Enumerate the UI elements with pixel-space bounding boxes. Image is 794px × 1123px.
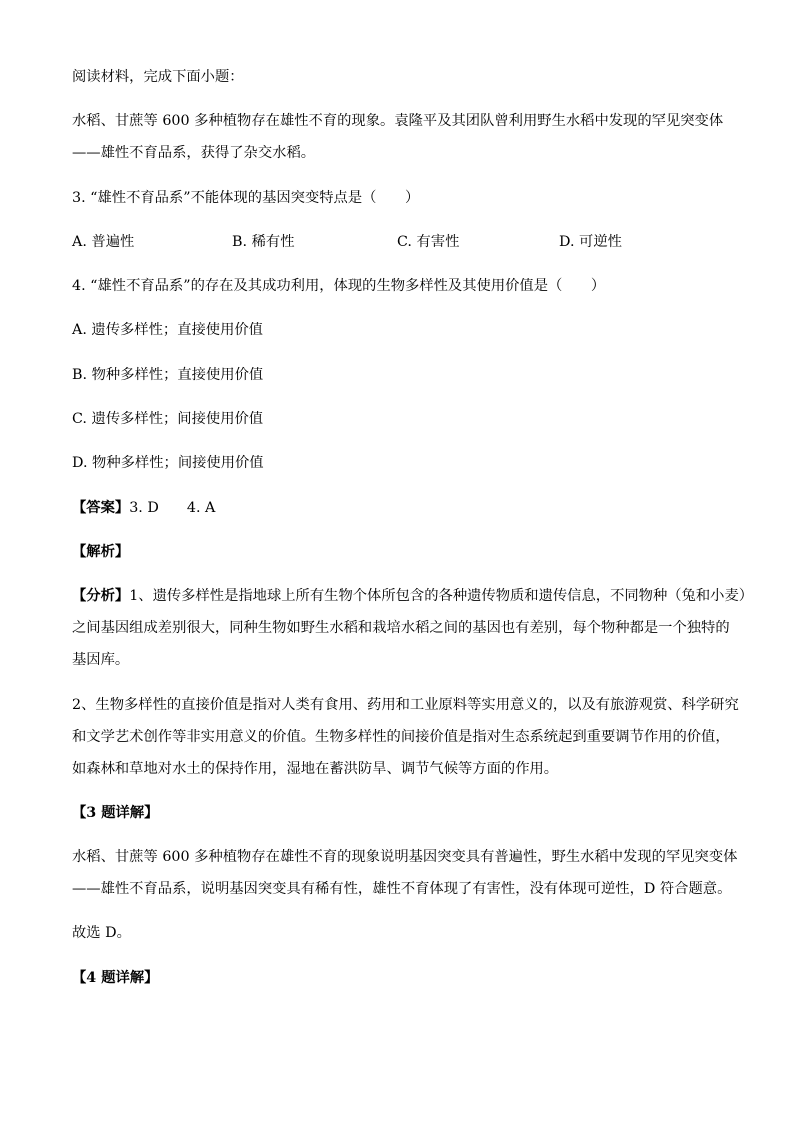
answer-4: 4. A — [186, 499, 216, 516]
question-3-options — [72, 231, 722, 253]
answer-label: 【答案】 — [72, 499, 130, 516]
answer-3: 3. D — [129, 499, 159, 516]
detail-4-heading: 【4 题详解】 — [72, 969, 159, 986]
analysis-paragraph-1 — [72, 585, 754, 671]
q4-option-b: B. 物种多样性；直接使用价值 — [72, 366, 264, 383]
material-line: ——雄性不育品系，获得了杂交水稻。 — [72, 145, 316, 162]
q3-option-a: A. 普遍性 — [72, 233, 135, 250]
document-page — [72, 66, 754, 1011]
reading-material — [72, 110, 722, 164]
analysis-line: 如森林和草地对水土的保持作用，湿地在蓄洪防旱、调节气候等方面的作用。 — [72, 760, 559, 777]
q3-option-c: C. 有害性 — [397, 233, 460, 250]
analysis-line: 之间基因组成差别很大，同种生物如野生水稻和栽培水稻之间的基因也有差别，每个物种都是一个独特的 — [72, 620, 730, 637]
question-3-stem: 3. “雄性不育品系”不能体现的基因突变特点是（ ） — [72, 189, 420, 206]
detail-line: 水稻、甘蔗等 600 多种植物存在雄性不育的现象说明基因突变具有普遍性，野生水稻中发现的罕见突变体 — [72, 849, 738, 866]
analysis-label: 【分析】 — [72, 588, 130, 605]
material-line: 水稻、甘蔗等 600 多种植物存在雄性不育的现象。袁隆平及其团队曾利用野生水稻中发现的罕见突变体 — [72, 113, 724, 130]
answer-line — [72, 497, 722, 519]
q4-option-c: C. 遗传多样性；间接使用价值 — [72, 411, 264, 428]
detail-3-paragraph — [72, 846, 738, 900]
detail-3-heading: 【3 题详解】 — [72, 804, 159, 821]
question-4-stem: 4. “雄性不育品系”的存在及其成功利用，体现的生物多样性及其使用价值是（ ） — [72, 278, 606, 295]
detail-line: ——雄性不育品系，说明基因突变具有稀有性，雄性不育体现了有害性，没有体现可逆性，D 符合题意。 — [72, 881, 732, 898]
analysis-paragraph-2 — [72, 694, 739, 780]
q3-option-d: D. 可逆性 — [559, 233, 622, 250]
analysis-line: 【分析】1、遗传多样性是指地球上所有生物个体所包含的各种遗传物质和遗传信息，不同物种（兔和小麦） — [72, 588, 754, 605]
q4-option-a: A. 遗传多样性；直接使用价值 — [72, 322, 263, 339]
analysis-heading: 【解析】 — [72, 543, 130, 560]
analysis-line: 2、生物多样性的直接价值是指对人类有食用、药用和工业原料等实用意义的，以及有旅游观赏、科学研究 — [72, 696, 739, 713]
q4-option-d: D. 物种多样性；间接使用价值 — [72, 455, 264, 472]
analysis-line: 基因库。 — [72, 652, 130, 669]
detail-3-conclusion: 故选 D。 — [72, 925, 131, 942]
q3-option-b: B. 稀有性 — [232, 233, 295, 250]
analysis-line: 和文学艺术创作等非实用意义的价值。生物多样性的间接价值是指对生态系统起到重要调节作用的价值， — [72, 728, 730, 745]
reading-instruction: 阅读材料，完成下面小题： — [72, 69, 244, 85]
